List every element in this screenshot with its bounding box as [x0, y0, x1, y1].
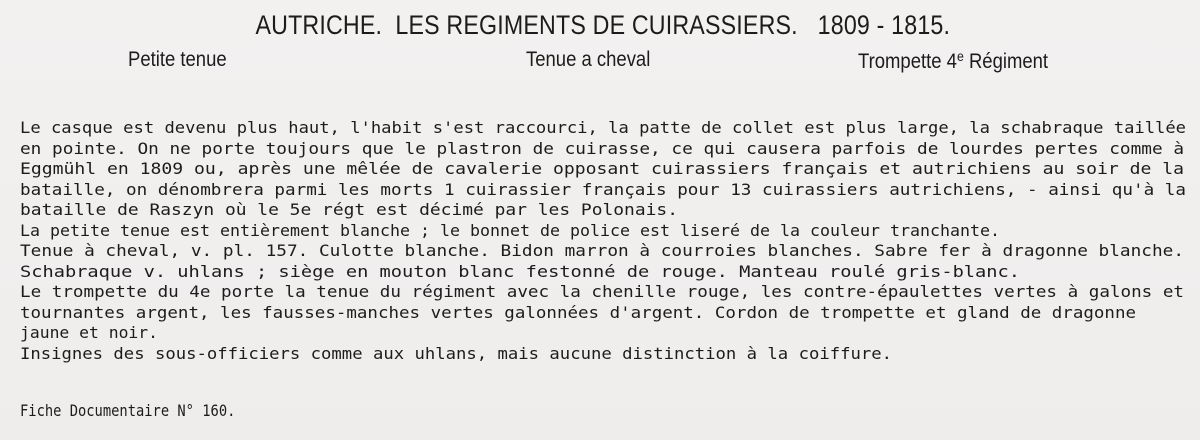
body-line: Le casque est devenu plus haut, l'habit s'est raccourci, la patte de collet est plus large, la schabraque taillée: [20, 118, 1186, 137]
body-line: Insignes des sous-officiers comme aux uhlans, mais aucune distinction à la coiffure.: [20, 343, 892, 363]
subtitle-tenue-a-cheval: Tenue a cheval: [526, 48, 651, 71]
fiche-reference: Fiche Documentaire N° 160.: [20, 401, 236, 420]
subtitle-trompette-prefix: Trompette 4: [858, 50, 957, 73]
body-line: jaune et noir.: [20, 323, 158, 342]
subtitle-trompette: [858, 48, 1048, 74]
body-line: en pointe. On ne porte toujours que le plastron de cuirasse, ce qui causera parfois de lourdes pertes comme à: [20, 138, 1184, 158]
body-line: La petite tenue est entièrement blanche ; le bonnet de police est liseré de la couleur tranchante.: [20, 220, 1000, 240]
body-line: bataille, on dénombrera parmi les morts 1 cuirassier français pour 13 cuirassiers autrichiens, - ainsi qu'à la: [20, 179, 1187, 199]
body-line: Tenue à cheval, v. pl. 157. Culotte blanche. Bidon marron à courroies blanches. Sabre fer à dragonne blanche.: [20, 241, 1184, 260]
subtitle-trompette-suffix: Régiment: [963, 50, 1049, 73]
body-line: Eggmühl en 1809 ou, après une mêlée de cavalerie opposant cuirassiers français et autrichiens au soir de la: [20, 159, 1184, 178]
subtitle-trompette-superscript: e: [956, 48, 964, 64]
body-line: Le trompette du 4e porte la tenue du régiment avec la chenille rouge, les contre-épaulettes vertes à galons et: [20, 282, 1184, 301]
body-line: bataille de Raszyn où le 5e régt est décimé par les Polonais.: [20, 200, 678, 219]
page-title: AUTRICHE. LES REGIMENTS DE CUIRASSIERS. 1809 - 1815.: [255, 10, 951, 40]
body-line: Schabraque v. uhlans ; siège en mouton blanc festonné de rouge. Manteau roulé gris-blanc.: [20, 261, 1020, 281]
body-line: tournantes argent, les fausses-manches vertes galonnées d'argent. Cordon de trompette et gland de dragonne: [20, 302, 1136, 322]
body-text: [20, 118, 1190, 364]
subtitle-petite-tenue: Petite tenue: [128, 48, 227, 71]
